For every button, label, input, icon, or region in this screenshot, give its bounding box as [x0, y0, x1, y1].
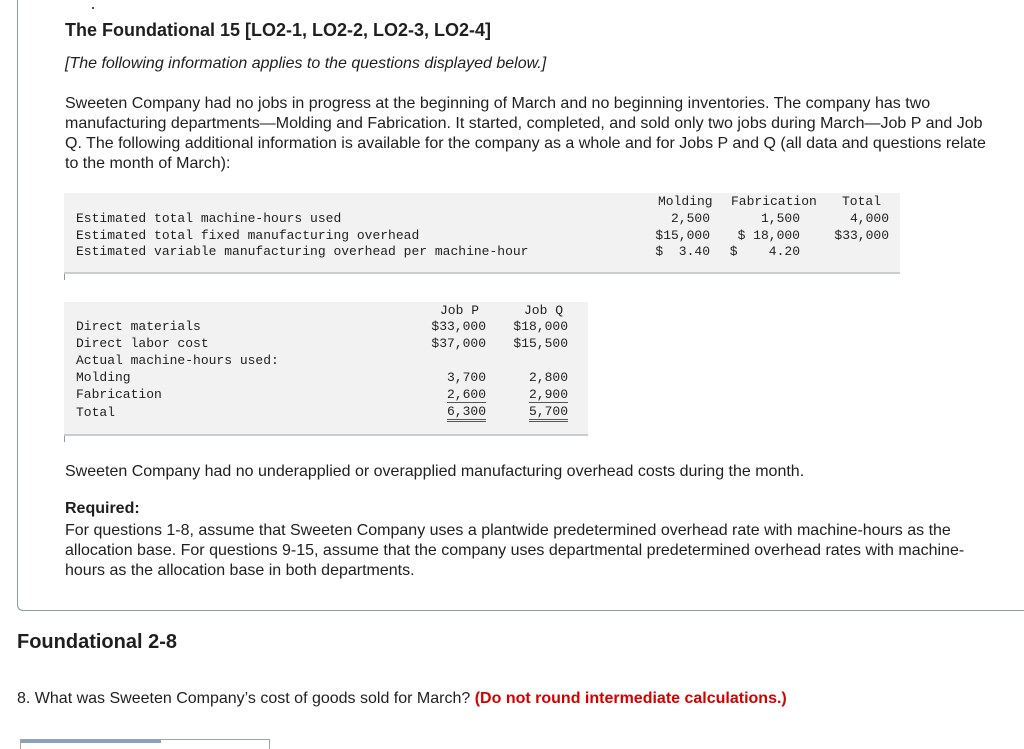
cell-value: $ 4.20 [729, 244, 800, 259]
question-text [17, 690, 787, 708]
row-label: Molding [76, 370, 131, 385]
row-label: Estimated total machine-hours used [76, 211, 342, 226]
decorative-mark [92, 7, 94, 9]
table-divider [64, 434, 588, 436]
jobs-table [64, 302, 588, 436]
estimates-table [64, 193, 900, 274]
question-warning: (Do not round intermediate calculations.) [474, 690, 787, 707]
cell-value: $15,500 [513, 336, 568, 351]
cell-value: $18,000 [513, 319, 568, 334]
row-label: Direct materials [76, 319, 201, 334]
cell-value: 2,800 [528, 370, 568, 385]
cell-value: 2,900 [528, 387, 568, 402]
col-header-job-q: Job Q [524, 303, 564, 318]
cell-value: 1,500 [760, 211, 800, 226]
info-note: [The following information applies to the questions displayed below.] [65, 55, 547, 72]
row-label: Estimated total fixed manufacturing overhead [76, 228, 420, 243]
overhead-statement: Sweeten Company had no underapplied or overapplied manufacturing overhead costs during the month. [65, 463, 805, 480]
row-label: Fabrication [76, 387, 162, 402]
cell-value: $ 18,000 [737, 228, 800, 243]
cell-value: 4,000 [849, 211, 889, 226]
required-text: For questions 1-8, assume that Sweeten Company uses a plantwide predetermined overhead rate with machine-hours as the allocation base. For questions 9-15, assume that the company uses departmental predetermined overhead rates with machine-hours as the allocation base in both departments. [65, 522, 965, 579]
cell-value: 2,500 [670, 211, 710, 226]
row-label: Direct labor cost [76, 336, 209, 351]
col-header-molding: Molding [658, 194, 713, 209]
cell-value: $37,000 [431, 336, 486, 351]
table-edge [64, 274, 65, 280]
table-divider [64, 272, 900, 274]
row-label: Actual machine-hours used: [76, 353, 279, 368]
cell-value: 2,600 [446, 387, 486, 402]
cell-value: $15,000 [655, 228, 710, 243]
col-header-fabrication: Fabrication [731, 194, 817, 209]
problem-title: The Foundational 15 [LO2-1, LO2-2, LO2-3, LO2-4] [65, 20, 492, 40]
cell-value: $33,000 [431, 319, 486, 334]
cell-value: 6,300 [447, 404, 486, 422]
section-title: Foundational 2-8 [17, 631, 177, 653]
intro-paragraph: Sweeten Company had no jobs in progress at the beginning of March and no beginning inventories. The company has two manufacturing departments—Molding and Fabrication. It started, completed, and sold only two jobs during March—Job P and Job Q. The following additional information is available for the company as a whole and for Jobs P and Q (all data and questions relate to the month of March): [65, 95, 986, 172]
required-heading: Required: [65, 500, 140, 517]
answer-panel-tab-highlight [21, 740, 161, 743]
cell-value: 3,700 [446, 370, 486, 385]
cell-value: 5,700 [529, 404, 568, 422]
row-label: Total [76, 405, 116, 420]
row-label: Estimated variable manufacturing overhead per machine-hour [76, 244, 529, 259]
cell-value: $ 3.40 [655, 244, 710, 259]
question-prompt: 8. What was Sweeten Company’s cost of goods sold for March? [17, 690, 471, 707]
col-header-total: Total [842, 194, 882, 209]
col-header-job-p: Job P [440, 303, 480, 318]
table-edge [64, 436, 65, 442]
cell-value: $33,000 [834, 228, 889, 243]
